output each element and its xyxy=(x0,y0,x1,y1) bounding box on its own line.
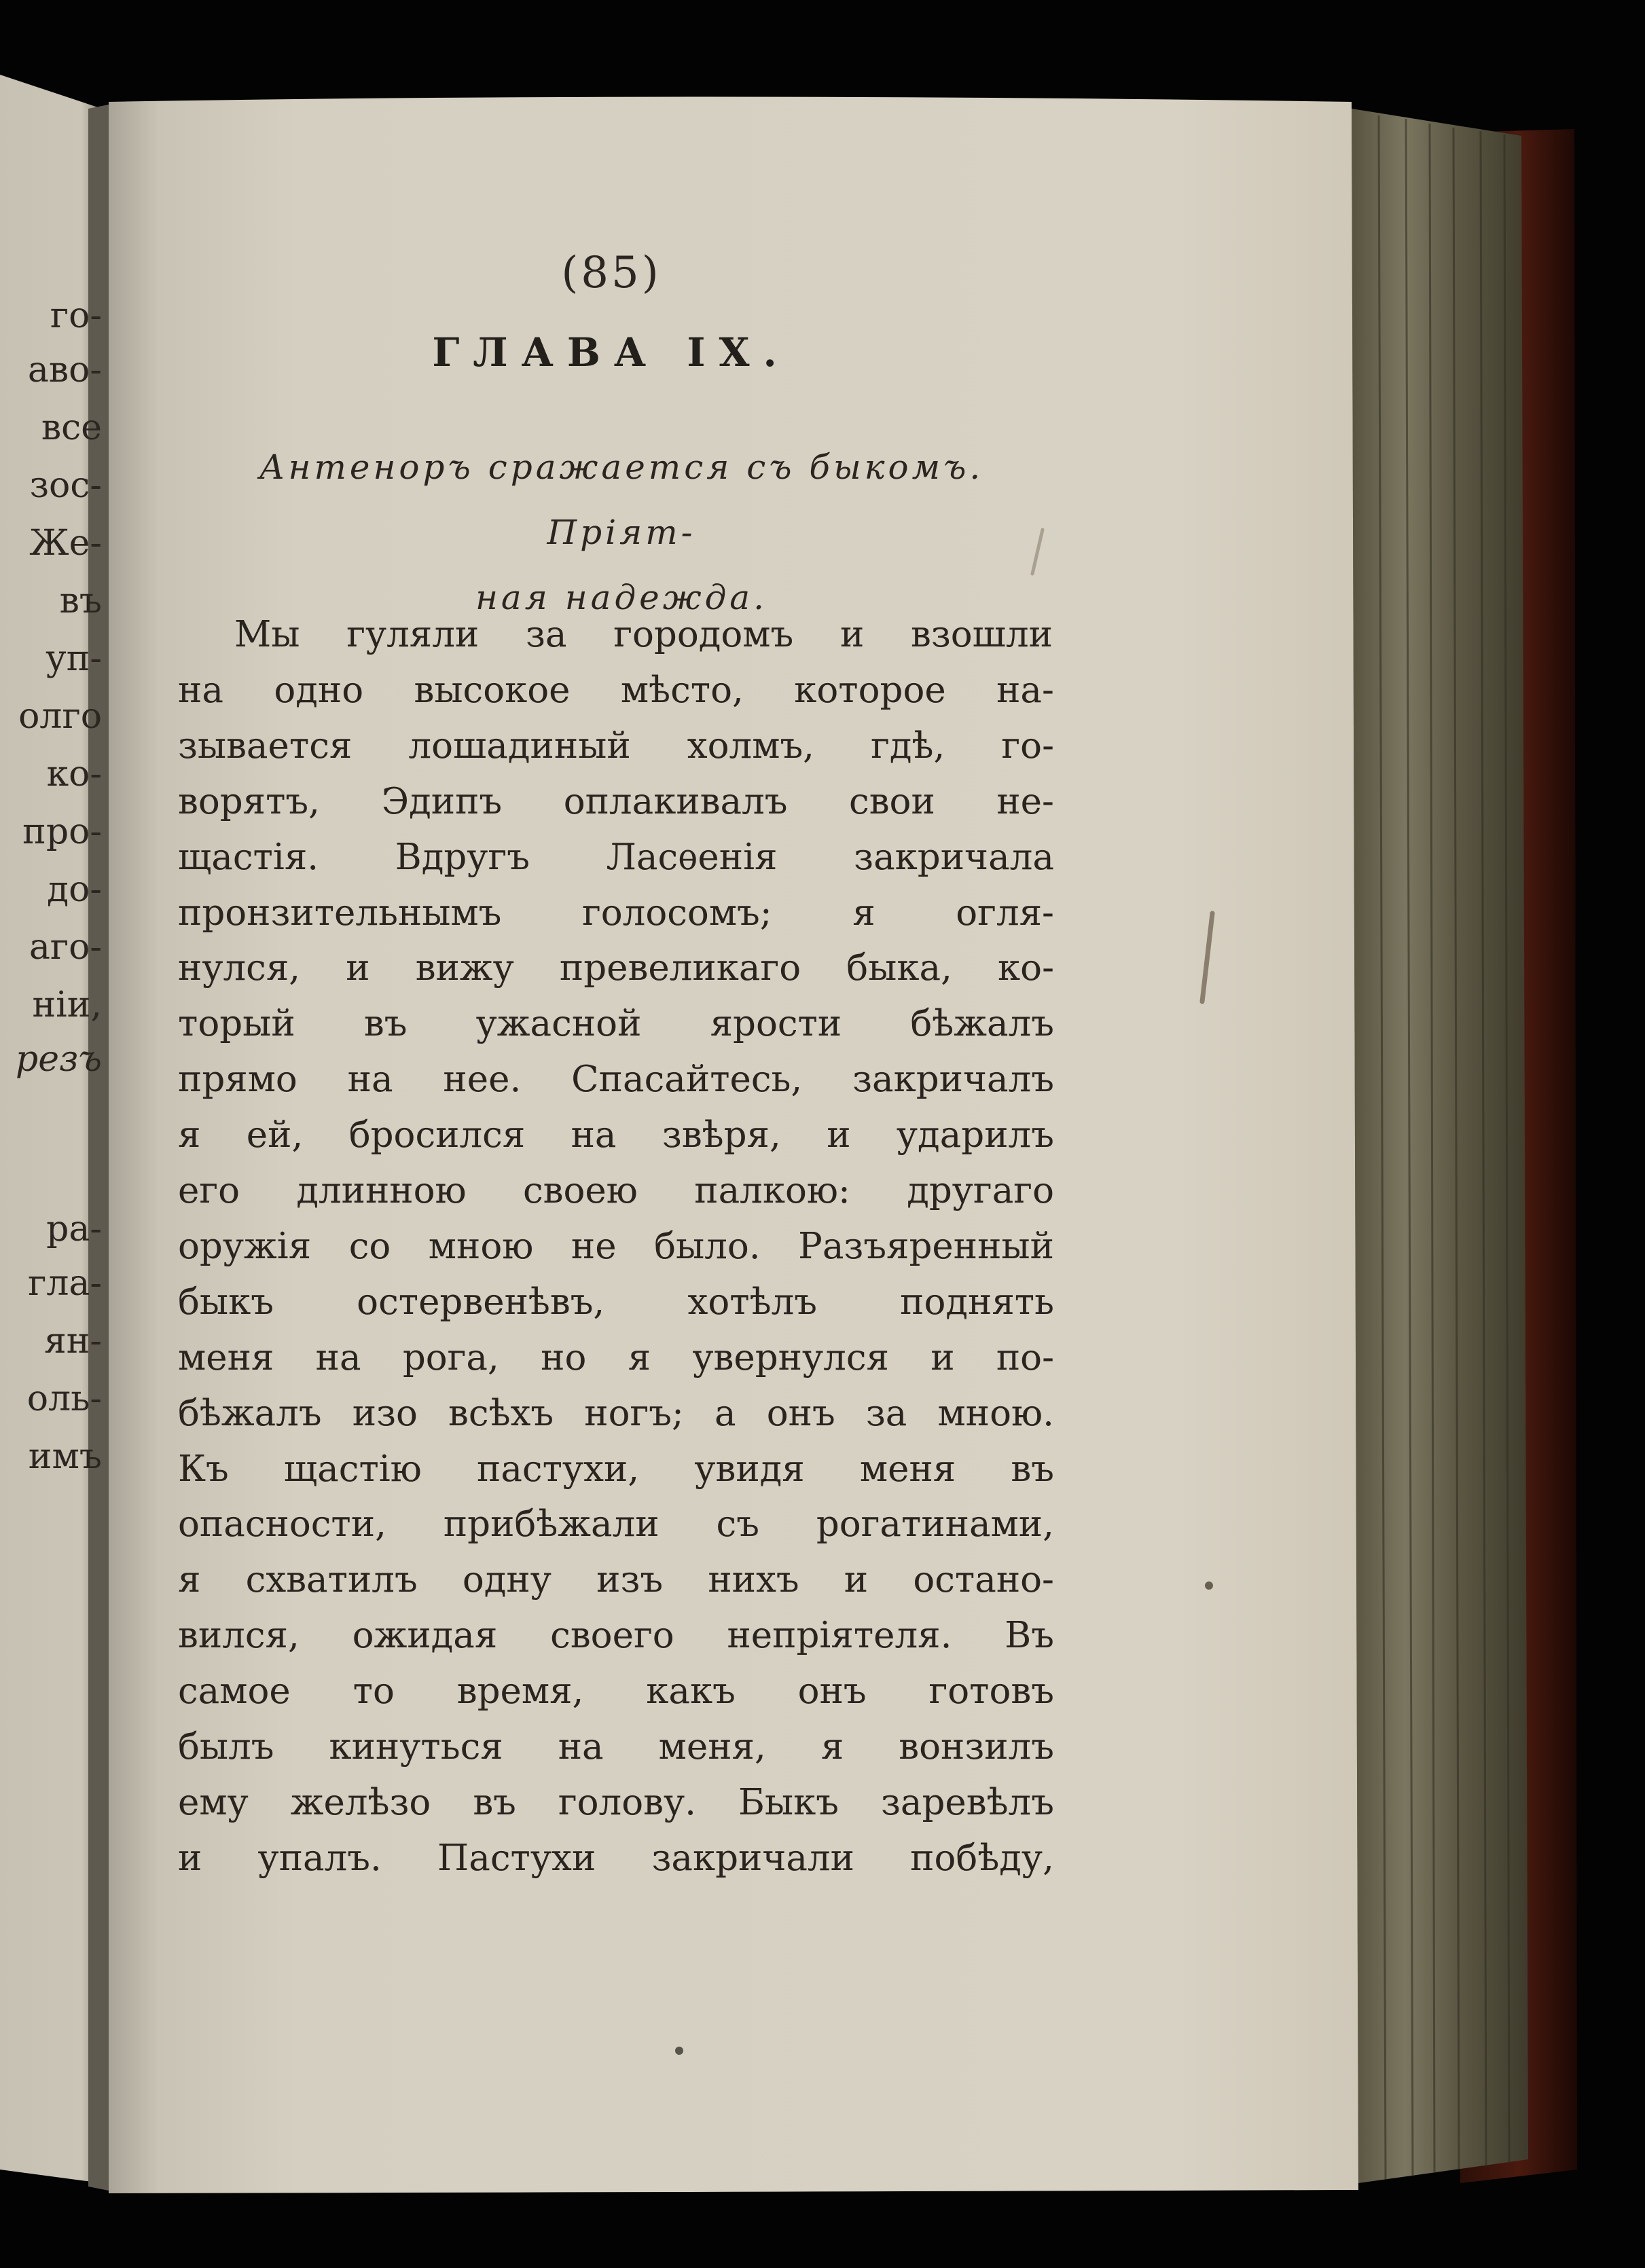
body-line xyxy=(178,830,1054,885)
body-word: вился, xyxy=(178,1615,300,1656)
left-fragment: ян- xyxy=(43,1321,102,1361)
body-word: щастія. xyxy=(178,837,319,878)
left-fragment: Же- xyxy=(29,523,102,564)
body-word: холмъ, xyxy=(687,725,815,767)
body-line xyxy=(178,1164,1054,1218)
body-word: остервенѣвъ, xyxy=(357,1281,605,1323)
body-word: а xyxy=(715,1393,736,1434)
body-word: за xyxy=(865,1393,907,1434)
body-word: онъ xyxy=(766,1393,835,1434)
page-number: (85) xyxy=(561,248,662,298)
body-word: го- xyxy=(1001,725,1054,767)
body-word: длинною xyxy=(296,1170,467,1211)
body-word: и xyxy=(839,614,865,655)
body-word: превеликаго xyxy=(559,947,801,989)
left-fragment: уп- xyxy=(46,638,102,679)
body-word: ворятъ, xyxy=(178,781,320,822)
body-line xyxy=(178,1664,1054,1719)
body-word: ему xyxy=(178,1782,249,1823)
body-word: высокое xyxy=(414,670,571,711)
body-word: поднять xyxy=(900,1281,1054,1323)
left-fragment: до- xyxy=(47,869,102,910)
body-word: меня, xyxy=(658,1726,766,1768)
body-word: и xyxy=(827,1114,851,1156)
body-word: схватилъ xyxy=(245,1559,418,1601)
body-word: ей, xyxy=(246,1114,304,1156)
body-word: непріятеля. xyxy=(727,1615,952,1656)
body-word: со xyxy=(348,1226,391,1267)
body-word: въ xyxy=(1011,1448,1054,1490)
body-word: нихъ xyxy=(708,1559,799,1601)
body-word: Эдипъ xyxy=(381,781,503,822)
body-word: щастію xyxy=(283,1448,422,1490)
body-word: вижу xyxy=(415,947,514,989)
body-word: побѣду, xyxy=(910,1837,1054,1879)
body-word: въ xyxy=(473,1782,516,1823)
body-word: съ xyxy=(716,1503,759,1545)
body-word: пронзительнымъ xyxy=(178,892,502,934)
body-word: я xyxy=(178,1559,201,1601)
body-word: но xyxy=(541,1337,587,1378)
body-word: быка, xyxy=(846,947,952,989)
body-word: своего xyxy=(550,1615,674,1656)
body-word: зывается xyxy=(178,725,352,767)
body-word: не xyxy=(571,1226,617,1267)
left-fragment: го- xyxy=(50,295,102,336)
body-word: я xyxy=(820,1726,844,1768)
body-word: закричалъ xyxy=(852,1059,1054,1100)
left-fragment: гла- xyxy=(28,1263,102,1304)
body-word: на xyxy=(178,670,223,711)
body-word: которое xyxy=(794,670,946,711)
body-word: вонзилъ xyxy=(899,1726,1054,1768)
left-fragment: ра- xyxy=(46,1209,102,1249)
body-line xyxy=(178,941,1054,995)
body-word: остано- xyxy=(913,1559,1054,1601)
body-word: бѣжалъ xyxy=(910,1003,1054,1044)
body-word: заревѣлъ xyxy=(880,1782,1054,1823)
body-word: закричала xyxy=(854,837,1054,878)
body-word: одно xyxy=(274,670,364,711)
body-line xyxy=(178,1497,1054,1552)
body-word: всѣхъ xyxy=(448,1393,554,1434)
body-word: нее. xyxy=(443,1059,522,1100)
summary-line: ная надежда. xyxy=(475,578,767,617)
body-word: въ xyxy=(363,1003,408,1044)
body-word: прибѣжали xyxy=(443,1503,659,1545)
body-word: другаго xyxy=(907,1170,1054,1211)
body-word: бросился xyxy=(348,1114,526,1156)
body-word: быкъ xyxy=(178,1281,274,1323)
body-word: ударилъ xyxy=(896,1114,1054,1156)
body-line xyxy=(178,1053,1054,1107)
body-line xyxy=(178,1609,1054,1663)
body-line xyxy=(178,1553,1054,1607)
body-word: увидя xyxy=(694,1448,805,1490)
body-word: на- xyxy=(996,670,1054,711)
body-word: и xyxy=(178,1837,202,1879)
left-fragment: оль- xyxy=(26,1378,102,1419)
left-fragment: про- xyxy=(22,811,102,852)
body-word: кинуться xyxy=(329,1726,503,1768)
body-line xyxy=(178,663,1054,718)
page-edges-stack xyxy=(1352,109,1528,2183)
body-word: ярости xyxy=(710,1003,842,1044)
body-word: бѣжалъ xyxy=(178,1393,322,1434)
body-word: хотѣлъ xyxy=(687,1281,817,1323)
body-word: на xyxy=(347,1059,393,1100)
summary-line: Антеноръ сражается съ быкомъ. Пріят- xyxy=(259,447,984,552)
body-word: было. xyxy=(654,1226,761,1267)
body-word: прямо xyxy=(178,1059,297,1100)
body-word: Разъяренный xyxy=(798,1226,1054,1267)
left-fragment: все xyxy=(41,407,102,448)
body-word: меня xyxy=(859,1448,956,1490)
body-word: изо xyxy=(352,1393,418,1434)
chapter-title: ГЛАВА IX. xyxy=(432,329,791,376)
body-word: ужасной xyxy=(475,1003,642,1044)
body-word: за xyxy=(525,614,567,655)
body-word: пастухи, xyxy=(477,1448,640,1490)
body-word: мною xyxy=(428,1226,534,1267)
body-word: упалъ. xyxy=(257,1837,382,1879)
body-word: я xyxy=(178,1114,201,1156)
left-fragment: зос- xyxy=(29,465,102,506)
body-line xyxy=(178,1720,1054,1774)
body-word: голосомъ; xyxy=(581,892,772,934)
body-word: на xyxy=(315,1337,361,1378)
body-word: на xyxy=(558,1726,604,1768)
body-word: Къ xyxy=(178,1448,229,1490)
body-word: время, xyxy=(456,1670,584,1712)
body-word: оплакивалъ xyxy=(563,781,788,822)
body-word: то xyxy=(352,1670,395,1712)
body-line xyxy=(178,1108,1054,1163)
body-word: рога, xyxy=(402,1337,499,1378)
left-fragment: резъ xyxy=(15,1039,102,1080)
body-word: лошадиный xyxy=(408,725,631,767)
body-word: огля- xyxy=(956,892,1054,934)
body-word: желѣзо xyxy=(290,1782,431,1823)
body-word: былъ xyxy=(178,1726,274,1768)
body-word: Спасайтесь, xyxy=(571,1059,803,1100)
body-word: опасности, xyxy=(178,1503,386,1545)
body-word: мною. xyxy=(937,1393,1054,1434)
left-fragment: ніи, xyxy=(32,985,102,1025)
body-word: Въ xyxy=(1005,1615,1054,1656)
body-word: закричали xyxy=(651,1837,854,1879)
body-word: меня xyxy=(178,1337,274,1378)
body-word: Быкъ xyxy=(738,1782,839,1823)
left-fragment: имъ xyxy=(28,1436,102,1477)
body-line xyxy=(178,775,1054,829)
chapter-summary xyxy=(187,435,1056,630)
body-word: я xyxy=(852,892,875,934)
body-word: взошли xyxy=(911,614,1053,655)
body-line xyxy=(178,997,1054,1051)
body-word: Ласѳенія xyxy=(606,837,778,878)
body-word: своею xyxy=(523,1170,638,1211)
left-fragment: ко- xyxy=(46,754,102,794)
body-word: и xyxy=(930,1337,955,1378)
body-word: городомъ xyxy=(613,614,794,655)
body-word: оружія xyxy=(178,1226,312,1267)
body-line xyxy=(234,608,1053,662)
body-word: онъ xyxy=(797,1670,867,1712)
body-word: не- xyxy=(996,781,1054,822)
body-word: какъ xyxy=(646,1670,736,1712)
body-word: одну xyxy=(462,1559,552,1601)
body-word: гуляли xyxy=(346,614,480,655)
body-word: рогатинами, xyxy=(816,1503,1054,1545)
body-word: ногъ; xyxy=(584,1393,684,1434)
body-word: мѣсто, xyxy=(620,670,744,711)
body-word: готовъ xyxy=(928,1670,1054,1712)
left-fragment: аво- xyxy=(27,350,102,390)
body-line xyxy=(178,1275,1054,1330)
body-line xyxy=(178,1331,1054,1385)
body-word: гдѣ, xyxy=(871,725,945,767)
body-line xyxy=(178,1776,1054,1830)
body-word: его xyxy=(178,1170,240,1211)
body-word: самое xyxy=(178,1670,291,1712)
body-word: звѣря, xyxy=(662,1114,781,1156)
body-word: по- xyxy=(996,1337,1054,1378)
left-page-text xyxy=(0,0,102,2268)
body-line xyxy=(178,886,1054,940)
left-fragment: въ xyxy=(59,581,102,621)
body-word: голову. xyxy=(558,1782,696,1823)
body-line xyxy=(178,1442,1054,1497)
body-word: увернулся xyxy=(692,1337,889,1378)
body-word: ко- xyxy=(998,947,1054,989)
body-word: палкою: xyxy=(694,1170,850,1211)
body-word: и xyxy=(844,1559,869,1601)
body-word: Вдругъ xyxy=(395,837,530,878)
body-word: Пастухи xyxy=(437,1837,596,1879)
body-word: на xyxy=(571,1114,617,1156)
body-word: свои xyxy=(849,781,935,822)
body-line xyxy=(178,719,1054,773)
body-word: и xyxy=(346,947,370,989)
left-fragment: олго xyxy=(18,696,102,737)
body-word: я xyxy=(628,1337,651,1378)
body-word: изъ xyxy=(596,1559,664,1601)
body-word: Мы xyxy=(234,614,300,655)
left-fragment: аго- xyxy=(29,927,102,968)
body-line xyxy=(178,1831,1054,1886)
body-line xyxy=(178,1387,1054,1441)
body-line xyxy=(178,1220,1054,1274)
body-word: нулся, xyxy=(178,947,301,989)
body-word: торый xyxy=(178,1003,295,1044)
body-word: ожидая xyxy=(352,1615,498,1656)
